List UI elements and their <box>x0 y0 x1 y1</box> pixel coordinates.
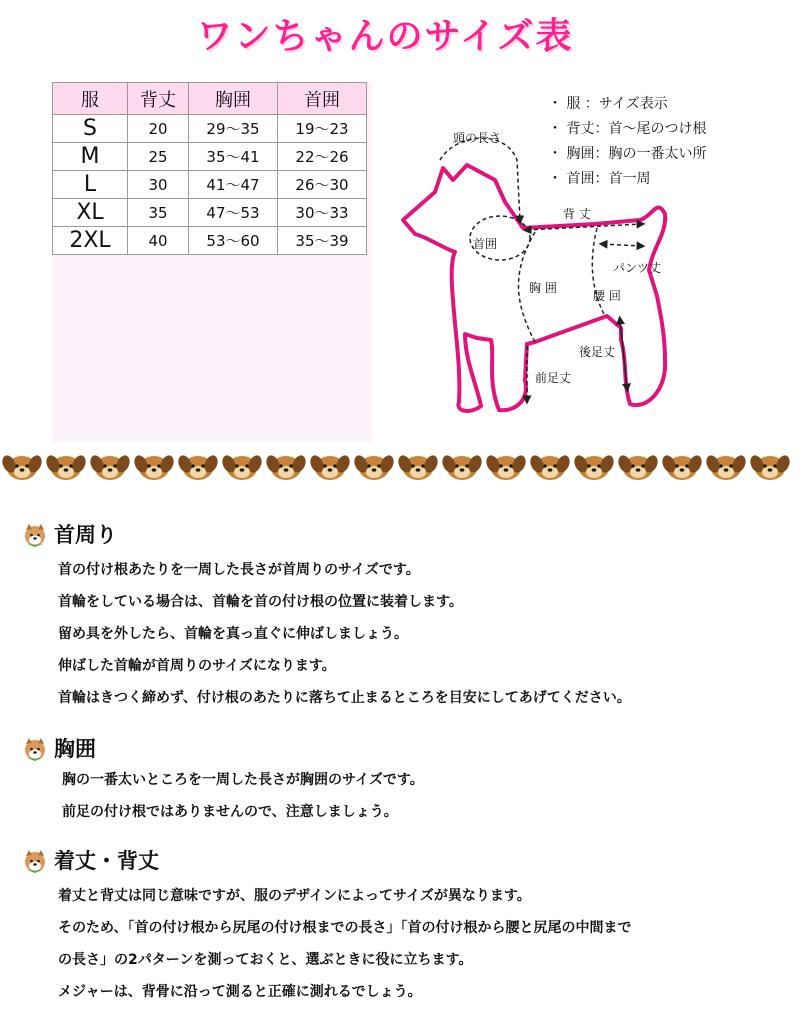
label-neck: 首囲 <box>473 237 498 251</box>
cell-back: 25 <box>128 143 189 171</box>
cell-size: L <box>53 171 128 199</box>
section-line: そのため、「首の付け根から尻尾の付け根までの長さ」「首の付け根から腰と尻尾の中間まで <box>58 920 632 936</box>
section-heading: 胸囲 <box>54 737 96 761</box>
section-line: 首輪はきつく締めず、付け根のあたりに落ちて止まるところを目安にしてあげてください。 <box>58 690 631 706</box>
section-chest <box>22 734 424 828</box>
legend-item: ・ 首囲：首一周 <box>548 167 706 192</box>
legend-item: ・ 胸囲：胸の一番太い所 <box>548 142 706 167</box>
cell-chest: 47〜53 <box>189 199 278 227</box>
section-line: メジャーは、背骨に沿って測ると正確に測れるでしょう。 <box>58 984 422 1000</box>
legend-item: ・ 背丈：首〜尾のつけ根 <box>548 117 706 142</box>
label-pants: パンツ丈 <box>613 261 662 275</box>
table-row <box>53 143 367 171</box>
cell-back: 35 <box>128 199 189 227</box>
page-title: ワンちゃんのサイズ表 <box>196 16 574 57</box>
section-line: 胸の一番太いところを一周した長さが胸囲のサイズです。 <box>62 772 424 788</box>
cell-neck: 22〜26 <box>278 143 367 171</box>
dog-measurement-diagram <box>395 120 685 420</box>
label-back: 背 丈 <box>563 207 591 221</box>
table-row <box>53 199 367 227</box>
puppy-face-icon <box>0 453 44 480</box>
header-cell-back: 背丈 <box>128 83 189 115</box>
section-neck <box>22 520 631 714</box>
cell-chest: 41〜47 <box>189 171 278 199</box>
puppy-border <box>0 452 800 482</box>
cell-neck: 19〜23 <box>278 115 367 143</box>
section-line: 伸ばした首輪が首周りのサイズになります。 <box>58 658 336 674</box>
size-table-panel <box>52 82 372 442</box>
label-waist: 腰 回 <box>593 289 621 303</box>
cell-back: 40 <box>128 227 189 255</box>
cell-neck: 35〜39 <box>278 227 367 255</box>
cell-chest: 53〜60 <box>189 227 278 255</box>
section-length <box>22 846 631 1008</box>
pants-line <box>603 244 641 246</box>
cell-size: XL <box>53 199 128 227</box>
cell-back: 30 <box>128 171 189 199</box>
label-head-length: 頭の長さ <box>453 131 502 145</box>
label-chest: 胸 囲 <box>529 281 557 295</box>
header-cell-neck: 首囲 <box>278 83 367 115</box>
section-line: 着丈と背丈は同じ意味ですが、服のデザインによってサイズが異なります。 <box>58 888 531 904</box>
cell-chest: 35〜41 <box>189 143 278 171</box>
section-line: 首輪をしている場合は、首輪を首の付け根の位置に装着します。 <box>58 594 463 610</box>
label-hind-leg: 後足丈 <box>579 345 616 359</box>
size-table-header <box>53 83 367 115</box>
header-cell-size: 服 <box>53 83 128 115</box>
cell-neck: 30〜33 <box>278 199 367 227</box>
section-heading: 着丈・背丈 <box>54 849 159 873</box>
section-line: 留め具を外したら、首輪を真っ直ぐに伸ばしましょう。 <box>58 626 408 642</box>
table-row <box>53 171 367 199</box>
header-cell-chest: 胸囲 <box>189 83 278 115</box>
size-table <box>52 82 367 255</box>
section-line: の長さ」の2パターンを測っておくと、選ぶときに役に立ちます。 <box>58 952 473 968</box>
dog-face-icon <box>22 522 48 548</box>
dog-face-icon <box>22 848 48 874</box>
section-line: 前足の付け根ではありませんので、注意しましょう。 <box>62 804 398 820</box>
cell-size: 2XL <box>53 227 128 255</box>
cell-back: 20 <box>128 115 189 143</box>
legend-item: ・ 服 ：サイズ表示 <box>548 92 706 117</box>
section-heading: 首周り <box>54 523 117 547</box>
dog-face-icon <box>22 736 48 762</box>
cell-chest: 29〜35 <box>189 115 278 143</box>
label-front-leg: 前足丈 <box>535 371 572 385</box>
cell-neck: 26〜30 <box>278 171 367 199</box>
section-line: 首の付け根あたりを一周した長さが首周りのサイズです。 <box>58 562 420 578</box>
table-row <box>53 115 367 143</box>
cell-size: M <box>53 143 128 171</box>
table-row <box>53 227 367 255</box>
cell-size: S <box>53 115 128 143</box>
hind-leg-line <box>620 320 627 388</box>
